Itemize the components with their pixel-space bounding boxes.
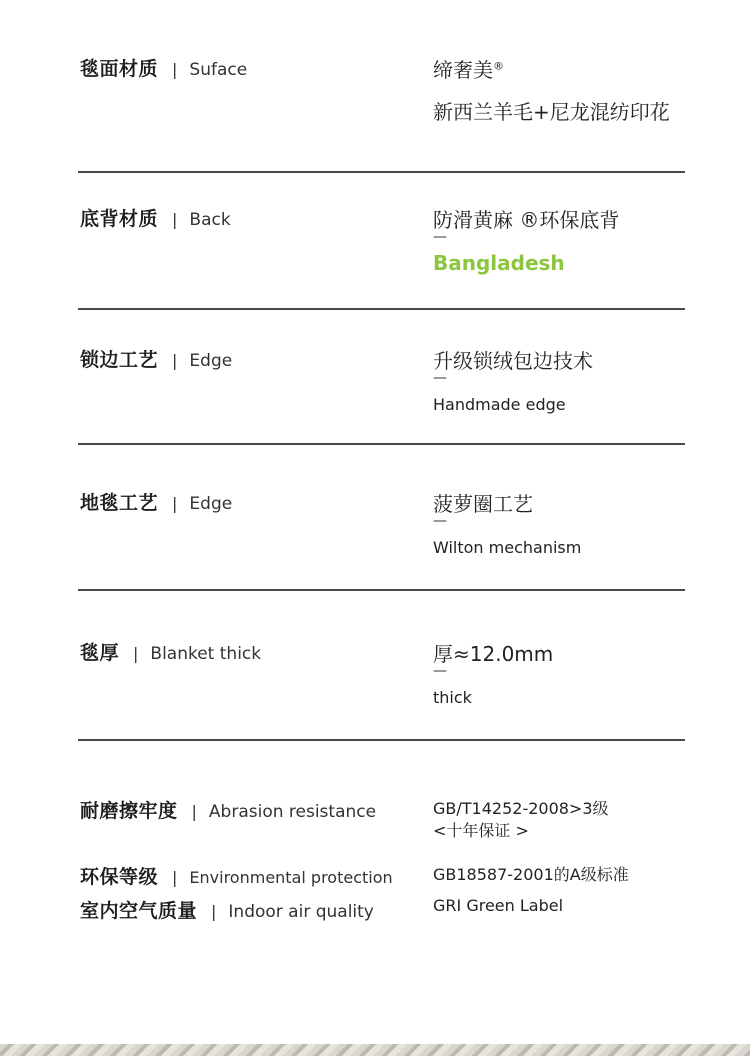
value-cn: 厚≈12.0mm xyxy=(433,642,554,666)
value-dash: — xyxy=(433,663,447,679)
divider xyxy=(78,589,685,591)
value-origin: Bangladesh xyxy=(433,251,565,275)
label-cn: 耐磨擦牢度 xyxy=(80,800,178,822)
label-cn: 毯面材质 xyxy=(80,58,159,80)
label-en: Edge xyxy=(189,494,233,514)
value-guarantee: <十年保证 > xyxy=(433,821,529,840)
label-en: Abrasion resistance xyxy=(208,802,377,822)
carpet-texture-strip xyxy=(0,1044,750,1056)
separator: | xyxy=(211,902,217,921)
value-cn: 防滑黄麻 ®环保底背 xyxy=(433,208,620,232)
label-en: Back xyxy=(189,210,231,230)
row-label xyxy=(80,54,247,81)
row-label xyxy=(80,488,232,515)
label-en: Edge xyxy=(189,351,233,371)
value-cn: 菠萝圈工艺 xyxy=(433,492,533,516)
label-cn: 毯厚 xyxy=(80,642,120,664)
label-en: Blanket thick xyxy=(150,644,262,664)
separator: | xyxy=(172,868,178,887)
value-cn: 升级锁绒包边技术 xyxy=(433,349,593,373)
value-standard: GRI Green Label xyxy=(433,896,564,915)
separator: | xyxy=(133,644,139,663)
value-en: Wilton mechanism xyxy=(433,538,582,557)
label-en: Indoor air quality xyxy=(228,902,374,922)
label-cn: 室内空气质量 xyxy=(80,900,198,922)
separator: | xyxy=(172,351,178,370)
separator: | xyxy=(172,60,178,79)
separator: | xyxy=(172,494,178,513)
label-cn: 环保等级 xyxy=(80,866,159,888)
row-label xyxy=(80,862,393,889)
value-dash: — xyxy=(433,513,447,529)
row-label xyxy=(80,345,232,372)
label-en: Suface xyxy=(189,60,248,80)
divider xyxy=(78,443,685,445)
separator: | xyxy=(191,802,197,821)
separator: | xyxy=(172,210,178,229)
value-dash: — xyxy=(433,370,447,386)
value-en: Handmade edge xyxy=(433,395,566,414)
value-dash: — xyxy=(433,229,447,245)
registered-mark: ® xyxy=(493,59,504,73)
label-cn: 地毯工艺 xyxy=(80,492,159,514)
row-label xyxy=(80,796,376,823)
value-standard: GB18587-2001的A级标准 xyxy=(433,865,629,884)
divider xyxy=(78,308,685,310)
value-material: 新西兰羊毛+尼龙混纺印花 xyxy=(433,100,670,124)
value-brand: 缔奢美® xyxy=(433,58,504,82)
row-label xyxy=(80,204,231,231)
value-en: thick xyxy=(433,688,472,707)
label-en: Environmental protection xyxy=(189,868,393,887)
label-cn: 底背材质 xyxy=(80,208,159,230)
row-label xyxy=(80,638,261,665)
row-label xyxy=(80,896,374,923)
label-cn: 锁边工艺 xyxy=(80,349,159,371)
divider xyxy=(78,739,685,741)
divider xyxy=(78,171,685,173)
value-standard: GB/T14252-2008>3级 xyxy=(433,799,609,818)
